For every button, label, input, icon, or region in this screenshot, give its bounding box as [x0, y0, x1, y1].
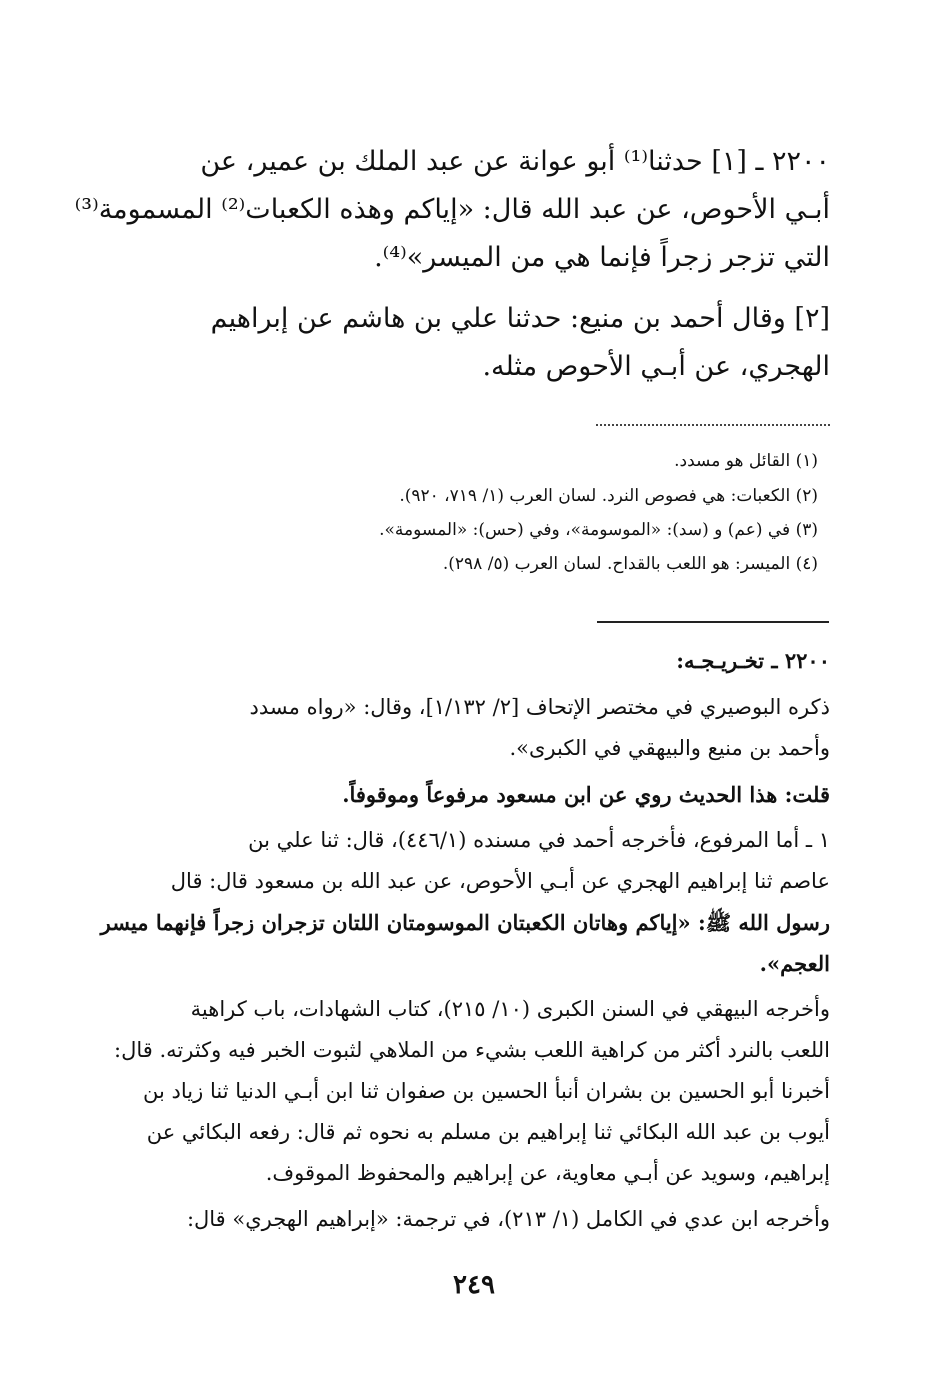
- footnote-separator: [596, 424, 830, 430]
- takhrij-line-6: رسول الله ﷺ: «إياكم وهاتان الكعبتان الموسومتان اللتان تزجران زجراً فإنهما ميسر: [100, 910, 830, 935]
- takhrij-line-10: أخبرنا أبو الحسين بن بشران أنبأ الحسين بن صفوان ثنا ابن أبـي الدنيا ثنا زياد بن: [143, 1079, 830, 1103]
- takhrij-line-8: وأخرجه البيهقي في السنن الكبرى (١٠/ ٢١٥)، كتاب الشهادات، باب كراهية: [190, 997, 830, 1021]
- takhrij-line-2: وأحمد بن منيع والبيهقي في الكبرى».: [509, 736, 830, 760]
- page-number: ٢٤٩: [453, 1270, 495, 1300]
- takhrij-line-12: إبراهيم، وسويد عن أبـي معاوية، عن إبراهيم والمحفوظ الموقوف.: [265, 1161, 830, 1185]
- takhrij-line-3: قلت: هذا الحديث روي عن ابن مسعود مرفوعاً وموقوفاً.: [342, 782, 830, 807]
- footnote-2: (٢) الكعبات: هي فصوص النرد. لسان العرب (١/ ٧١٩، ٩٢٠).: [399, 486, 818, 506]
- hadith-line-2: أبـي الأحوص، عن عبد الله قال: «إياكم وهذه الكعبات⁽²⁾ المسمومة⁽³⁾: [74, 194, 830, 225]
- takhrij-line-7: العجم».: [759, 951, 830, 976]
- hadith-line-3: التي تزجر زجراً فإنما هي من الميسر»⁽⁴⁾.: [374, 242, 830, 273]
- hadith-line-1: ٢٢٠٠ ـ [١] حدثنا⁽¹⁾ أبو عوانة عن عبد الملك بن عمير، عن: [200, 146, 830, 177]
- takhrij-line-5: عاصم ثنا إبراهيم الهجري عن أبـي الأحوص، عن عبد الله بن مسعود قال: قال: [170, 869, 830, 893]
- footnote-3: (٣) في (عم) و (سد): «الموسومة»، وفي (حس): «المسومة».: [379, 520, 818, 540]
- takhrij-line-4: ١ ـ أما المرفوع، فأخرجه أحمد في مسنده (٤٤٦/١)، قال: ثنا علي بن: [248, 828, 830, 852]
- footnote-1: (١) القائل هو مسدد.: [674, 451, 818, 471]
- footnote-4: (٤) الميسر: هو اللعب بالقداح. لسان العرب (٥/ ٢٩٨).: [442, 554, 818, 574]
- hadith-line-4: [٢] وقال أحمد بن منيع: حدثنا علي بن هاشم عن إبراهيم: [210, 303, 830, 334]
- hadith-line-5: الهجري، عن أبـي الأحوص مثله.: [482, 351, 830, 382]
- section-divider: [597, 621, 829, 623]
- takhrij-line-1: ذكره البوصيري في مختصر الإتحاف [٢/ ١/١٣٢]، وقال: «رواه مسدد: [249, 695, 830, 719]
- takhrij-line-11: أيوب بن عبد الله البكائي ثنا إبراهيم بن مسلم به نحوه ثم قال: رفعه البكائي عن: [146, 1120, 830, 1144]
- takhrij-line-13: وأخرجه ابن عدي في الكامل (١/ ٢١٣)، في ترجمة: «إبراهيم الهجري» قال:: [186, 1207, 830, 1231]
- takhrij-line-9: اللعب بالنرد أكثر من كراهية اللعب بشيء من الملاهي لثبوت الخبر فيه وكثرته. قال:: [114, 1038, 830, 1062]
- takhrij-heading: ٢٢٠٠ ـ تخـريـجـه:: [676, 648, 830, 673]
